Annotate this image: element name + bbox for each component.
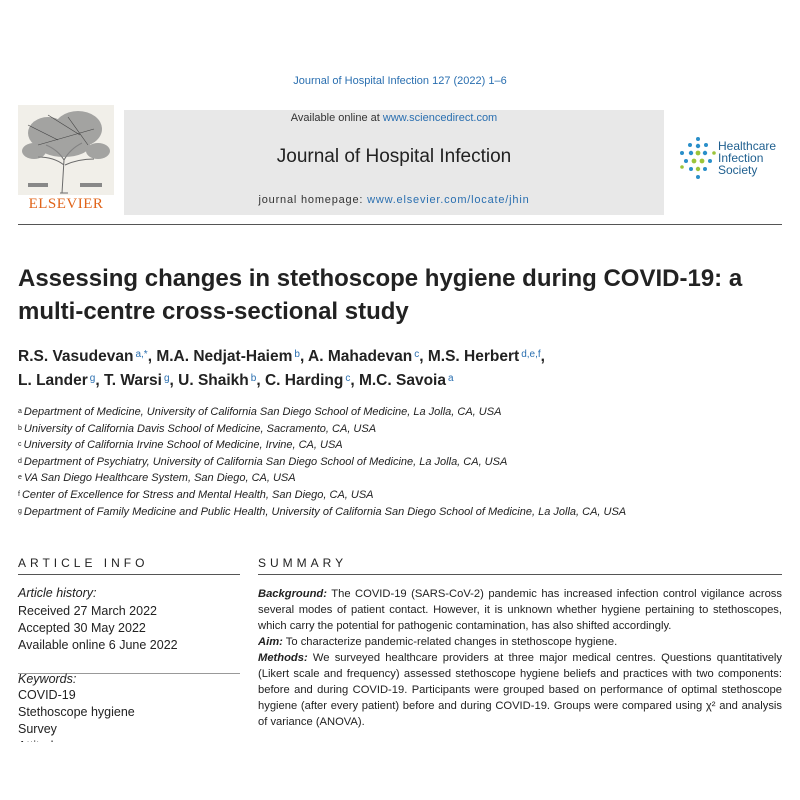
author-name[interactable]: U. Shaikh	[178, 372, 249, 389]
author-affiliation-mark[interactable]: c	[414, 349, 420, 360]
affiliation-key: c	[18, 441, 22, 449]
affiliation-item	[18, 454, 788, 471]
affiliation-item	[18, 421, 788, 438]
affiliation-item	[18, 470, 788, 487]
aim-text: To characterize pandemic-related changes in stethoscope hygiene.	[282, 636, 618, 648]
summary-heading: SUMMARY	[258, 556, 348, 570]
methods-label: Methods:	[258, 652, 308, 664]
affiliation-text: Department of Medicine, University of California San Diego School of Medicine, La Jolla, CA, USA	[23, 406, 502, 418]
author-affiliation-mark[interactable]: d,e,f	[521, 349, 541, 360]
author-separator: ,	[299, 348, 309, 365]
author-affiliation-mark[interactable]: c	[345, 373, 351, 384]
keyword[interactable]: Survey	[18, 722, 57, 736]
author-name[interactable]: T. Warsi	[103, 372, 162, 389]
keyword[interactable]: Stethoscope hygiene	[18, 705, 135, 719]
summary-background	[258, 586, 782, 634]
page-bottom-margin	[0, 742, 800, 800]
society-name-line: Society	[718, 163, 758, 177]
author-separator: ,	[419, 348, 428, 365]
methods-text: We surveyed healthcare providers at three major medical centres. Questions quantitatively (Likert scale and frequency) assessed stethoscope hygiene beliefs and practices with two components: before and during COVID-19. Participants were grouped based on performance of optimal stethoscope hygiene (after every patient) before and during COVID-19. Groups were compared using χ² and analysis of variance (ANOVA).	[258, 652, 782, 728]
author-name[interactable]: A. Mahadevan	[308, 348, 413, 365]
background-label: Background:	[258, 588, 327, 600]
author-name[interactable]: M.C. Savoia	[358, 372, 446, 389]
author-name[interactable]: M.A. Nedjat-Haiem	[156, 348, 293, 365]
background-text: The COVID-19 (SARS-CoV-2) pandemic has increased infection control vigilance across several modes of patient contact. However, it is unknown whether hygiene pertaining to stethoscopes, which carry the potential for pathogenic contamination, has also shifted accordingly.	[258, 588, 782, 632]
article-title: Assessing changes in stethoscope hygiene during COVID-19: a multi-centre cross-sectional study	[18, 265, 743, 325]
author-list	[18, 345, 788, 393]
summary-aim	[258, 634, 782, 650]
affiliation-text: Department of Family Medicine and Public Health, University of California San Diego School of Medicine, La Jolla, CA, USA	[23, 505, 627, 518]
summary-methods	[258, 650, 782, 730]
author-affiliation-mark[interactable]: a,*	[135, 349, 148, 360]
summary-body	[258, 586, 782, 746]
society-name	[718, 140, 776, 176]
received-date: Received 27 March 2022	[18, 604, 157, 618]
journal-citation: Journal of Hospital Infection 127 (2022) 1–6	[293, 75, 507, 87]
author-separator: ,	[147, 348, 157, 365]
article-info-divider	[18, 574, 240, 575]
author-affiliation-mark[interactable]: a	[447, 373, 454, 384]
accepted-date: Accepted 30 May 2022	[18, 621, 146, 635]
journal-homepage-link[interactable]: www.elsevier.com/locate/jhin	[367, 194, 530, 206]
affiliation-text: University of California Davis School of Medicine, Sacramento, CA, USA	[23, 422, 377, 435]
affiliation-text: VA San Diego Healthcare System, San Diego, CA, USA	[23, 472, 296, 485]
affiliation-key: g	[18, 507, 22, 515]
article-info-heading: ARTICLE INFO	[18, 556, 149, 570]
society-name-line: Healthcare	[718, 139, 777, 153]
sciencedirect-link[interactable]: www.sciencedirect.com	[382, 112, 498, 124]
author-name[interactable]: C. Harding	[264, 372, 344, 389]
author-name[interactable]: R.S. Vasudevan	[18, 348, 134, 365]
keyword[interactable]: COVID-19	[18, 688, 76, 702]
keywords-label: Keywords:	[18, 672, 77, 686]
elsevier-wordmark: ELSEVIER	[28, 196, 104, 212]
affiliation-key: e	[18, 474, 22, 482]
homepage-prefix: journal homepage:	[258, 194, 368, 206]
header-divider	[18, 224, 782, 225]
author-separator: ,	[95, 372, 104, 389]
society-name-line: Infection	[718, 151, 764, 165]
affiliation-text: Department of Psychiatry, University of California San Diego School of Medicine, La Jolla, CA, USA	[23, 455, 508, 468]
journal-header-box	[124, 110, 664, 215]
author-separator: ,	[256, 372, 265, 389]
affiliation-item	[18, 437, 788, 454]
author-affiliation-mark[interactable]: b	[250, 373, 257, 384]
author-line	[18, 345, 788, 369]
author-affiliation-mark[interactable]: g	[89, 373, 96, 384]
author-affiliation-mark[interactable]: b	[294, 349, 300, 360]
affiliation-key: a	[18, 408, 22, 415]
available-online-date: Available online 6 June 2022	[18, 638, 178, 652]
author-line	[18, 369, 788, 393]
affiliation-key: f	[18, 490, 20, 498]
author-name[interactable]: L. Lander	[18, 372, 88, 389]
journal-title: Journal of Hospital Infection	[276, 146, 512, 167]
aim-label: Aim:	[258, 636, 283, 648]
author-affiliation-mark[interactable]: g	[163, 373, 170, 384]
affiliation-text: Center of Excellence for Stress and Mental Health, San Diego, CA, USA	[21, 488, 374, 501]
summary-divider	[258, 574, 782, 575]
affiliation-key: b	[18, 424, 22, 432]
affiliation-item	[18, 487, 788, 504]
available-prefix: Available online at	[290, 112, 383, 124]
article-history-label: Article history:	[18, 586, 97, 600]
journal-homepage-line	[124, 194, 664, 206]
affiliation-key: d	[18, 457, 22, 465]
available-online-line	[124, 112, 664, 124]
author-separator: ,	[540, 348, 545, 365]
affiliation-item	[18, 404, 788, 421]
affiliation-item	[18, 504, 788, 521]
affiliation-list	[18, 404, 788, 520]
author-separator: ,	[350, 372, 359, 389]
society-dots-logo	[678, 135, 718, 185]
affiliation-text: University of California Irvine School of Medicine, Irvine, CA, USA	[23, 439, 343, 452]
author-name[interactable]: M.S. Herbert	[427, 348, 520, 365]
author-separator: ,	[169, 372, 179, 389]
